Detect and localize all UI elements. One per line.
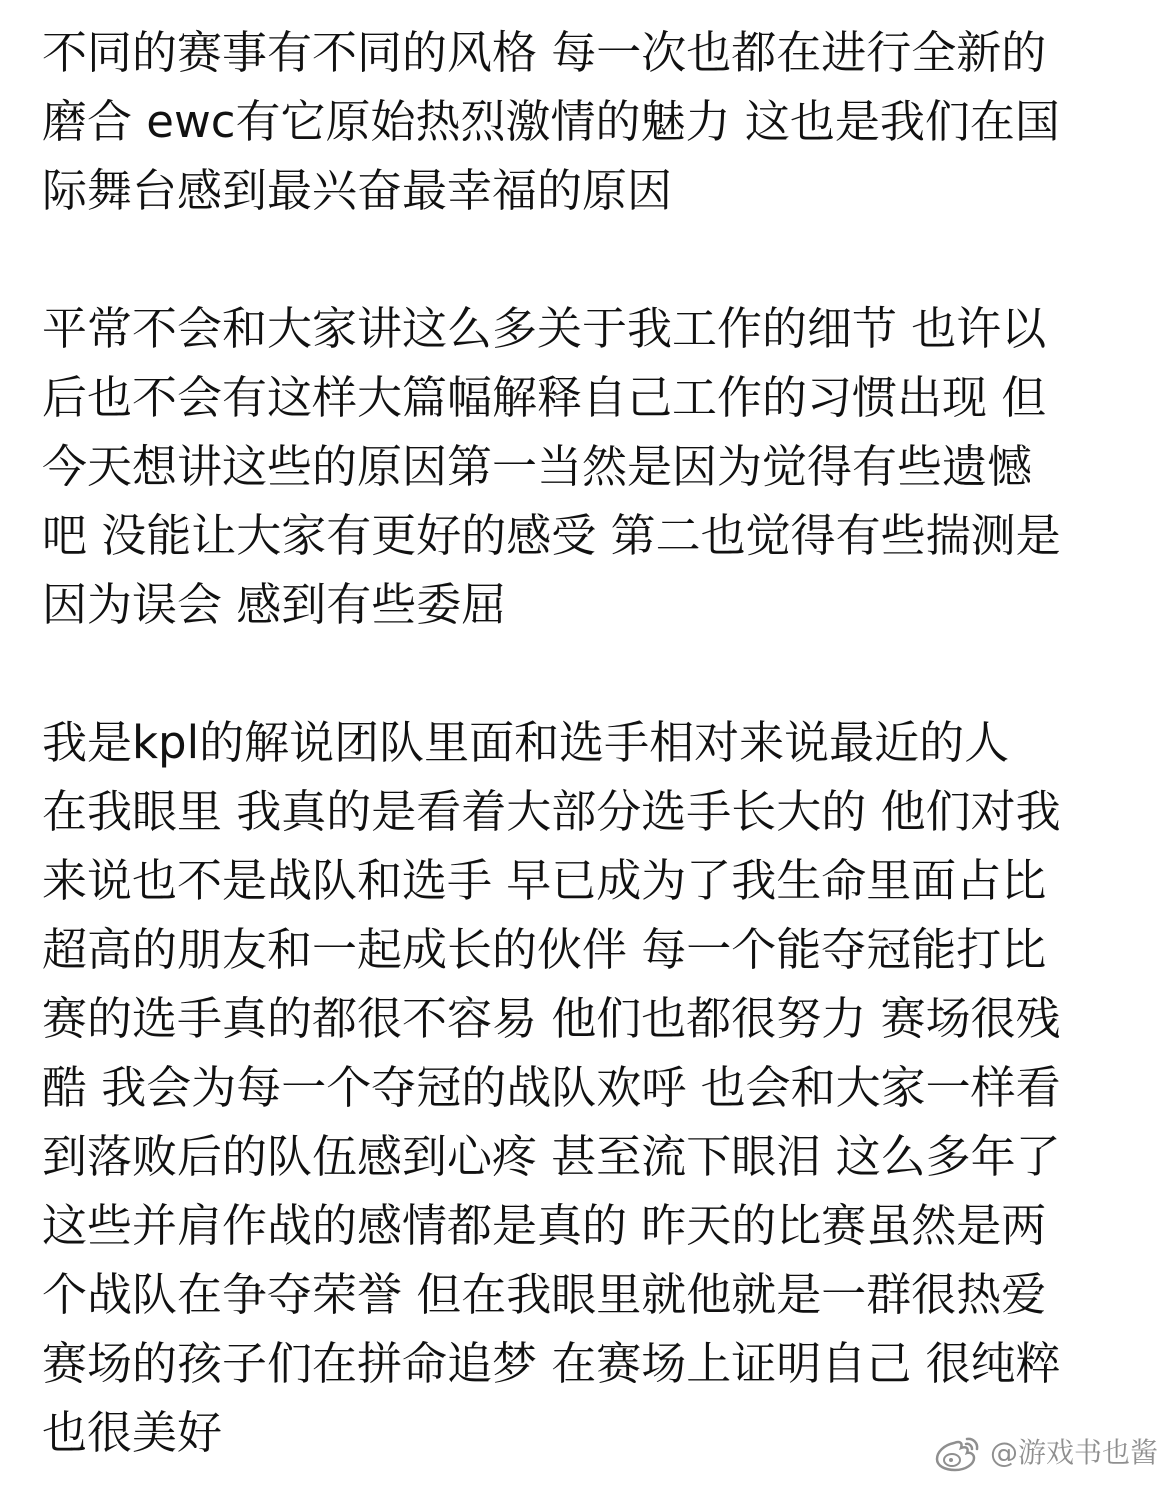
text-line: 不同的赛事有不同的风格 每一次也都在进行全新的	[42, 26, 1047, 79]
text-line: 超高的朋友和一起成长的伙伴 每一个能夺冠能打比	[42, 923, 1047, 976]
text-line: 个战队在争夺荣誉 但在我眼里就他就是一群很热爱	[42, 1268, 1047, 1321]
text-line: 磨合 ewc有它原始热烈激情的魅力 这也是我们在国	[42, 95, 1060, 148]
text-line: 也很美好	[42, 1406, 223, 1459]
weibo-watermark	[934, 1433, 1158, 1473]
text-line: 来说也不是战队和选手 早已成为了我生命里面占比	[42, 854, 1047, 907]
watermark-text: @游戏书也酱	[989, 1436, 1158, 1469]
paragraph-gap	[42, 639, 1132, 708]
text-line: 今天想讲这些的原因第一当然是因为觉得有些遗憾	[42, 440, 1033, 493]
text-line: 到落败后的队伍感到心疼 甚至流下眼泪 这么多年了	[42, 1130, 1061, 1183]
text-line: 吧 没能让大家有更好的感受 第二也觉得有些揣测是	[42, 509, 1061, 562]
text-line: 酷 我会为每一个夺冠的战队欢呼 也会和大家一样看	[42, 1061, 1061, 1114]
paragraph-gap	[42, 225, 1132, 294]
text-line: 后也不会有这样大篇幅解释自己工作的习惯出现 但	[42, 371, 1047, 424]
text-line: 平常不会和大家讲这么多关于我工作的细节 也许以	[42, 302, 1047, 355]
text-line: 因为误会 感到有些委屈	[42, 578, 507, 631]
note-body	[42, 18, 1132, 1467]
text-line: 这些并肩作战的感情都是真的 昨天的比赛虽然是两	[42, 1199, 1047, 1252]
text-line: 际舞台感到最兴奋最幸福的原因	[42, 164, 673, 217]
text-line: 赛的选手真的都很不容易 他们也都很努力 赛场很残	[42, 992, 1061, 1045]
text-line: 我是kpl的解说团队里面和选手相对来说最近的人	[42, 716, 1010, 769]
text-line: 在我眼里 我真的是看着大部分选手长大的 他们对我	[42, 785, 1061, 838]
text-line: 赛场的孩子们在拼命追梦 在赛场上证明自己 很纯粹	[42, 1337, 1061, 1390]
weibo-logo-icon	[934, 1434, 982, 1472]
